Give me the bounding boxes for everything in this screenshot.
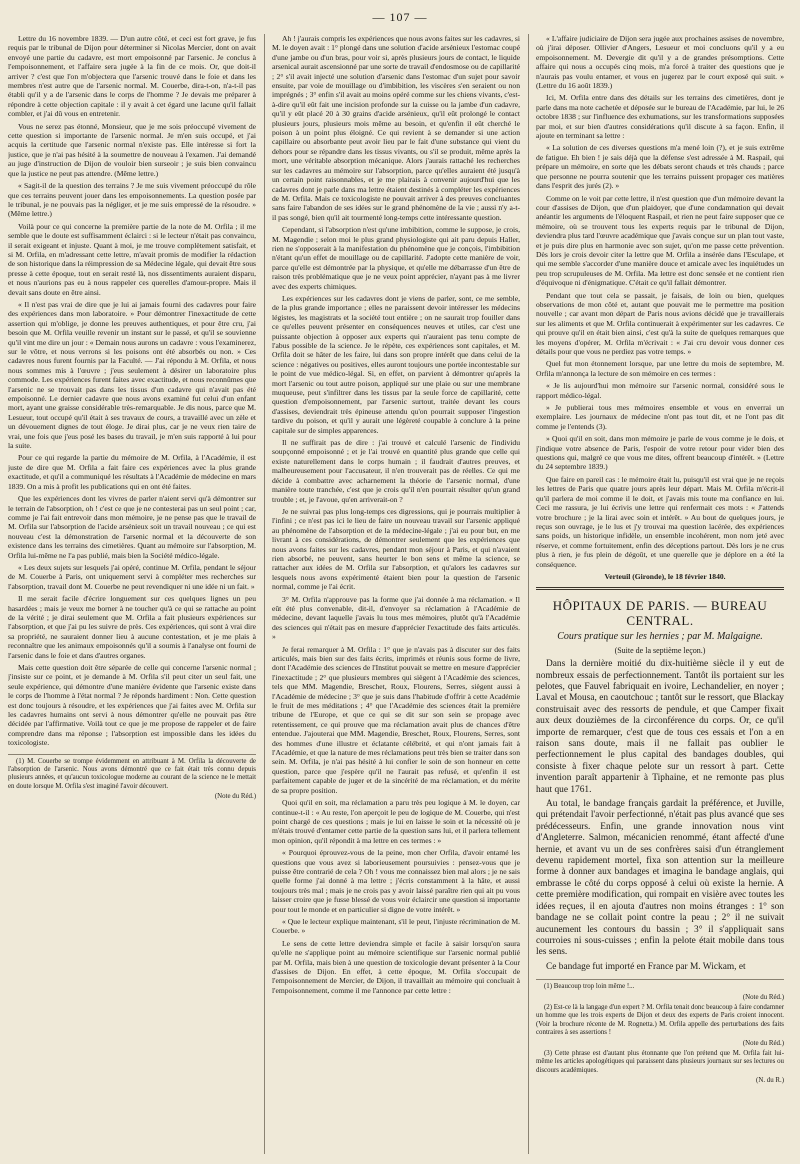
paragraph: » Quoi qu'il en soit, dans mon mémoire je parle de vous comme je le dois, et j'indique votre absence de Paris, l'espoir de votre retour pour vider bien des questions qui, malgré ce que vous me dites, offrent beaucoup d'intérêt. » (Lettre du 24 septembre 1839.) [536, 434, 784, 472]
paragraph: Vous ne serez pas étonné, Monsieur, que je me sois préoccupé vivement de cette question si importante de l'arsenic normal. Je m'en suis occupé, et j'ai acquis la certitude que l'arsenic normal n'existe pas. Elle intéresse si fort la justice, que je n'ai pas hésité à la soumettre de nouveau à l'examen. J'ai demandé au juge d'instruction de Dijon de vouloir bien surseoir ; je suis bien convaincu que la justice ne peut pas attendre. (Même lettre.) [8, 121, 256, 178]
footnote-sign: (Note du Réd.) [742, 993, 784, 1001]
paragraph: Comme on le voit par cette lettre, il n'est question que d'un mémoire devant la cour d'assises de Dijon, que d'un plaidoyer, que d'une condamnation qui devait anéantir les arguments de l'éloquent Raspail, et rien ne peut faire supposer que ce mémoire, où se trouvent tous les experts requis par le tribunal de Dijon, deviendra plus tard l'œuvre académique que j'avais conçue sur un plan tout vaste, et je puis dire plus en harmonie avec son sujet, qu'on me passe cette prévention. Dès lors je crois devoir citer la lettre que M. Orfila a insérée dans l'Esculape, et qui me semble s'accorder d'une manière douce et amicale avec les inquiétudes un peu trop scrupuleuses de M. Orfila. Ma lettre est donc sensée et ne contient rien d'équivoque ni d'énigmatique. C'était ce qu'il fallait démontrer. [536, 193, 784, 288]
paragraph: Dans la dernière moitié du dix-huitième siècle il y eut de nombreux essais de perfectionnement. Tantôt ils portaient sur les pelotes, que Fauvel fabriquait en ivoire, Lechandelier, en noyer ; Laval et Mousa, en caoutchouc ; tantôt sur le ressort, que Blackay construisait avec des ressorts de pendule, et que Camper fixait aux deux douzièmes de la circonférence du corps. Or, ce qu'il importe de remarquer, c'est que de tous ces essais et l'on a en raison sans doute, mais il ne fallait pas oublier le perfectionnement le plus capital des bandages doubles, qui consiste à fixer chaque pelote sur un ressort à part. Cette invention paraît appartenir à Tiphaine, et ne remonte pas plus haut que 1761. [536, 659, 784, 795]
paragraph: Je ferai remarquer à M. Orfila : 1° que je n'avais pas à discuter sur des faits articulés, mais bien sur des faits écrits, imprimés et réunis sous forme de livre, dont l'Académie des sciences de l'Institut pouvait se mettre en mesure d'apprécier l'inexactitude ; 2° que plusieurs membres qui siègent à l'Académie des sciences, tels que MM. Magendie, Breschet, Roux, Flourens, Serres, siègent aussi à l'Académie de médecine ; 3° que je suis dans l'habitude d'offrir à cette Académie le fruit de mes méditations ; 4° que l'Académie des sciences était la première tribune de l'Europe, et que ce qui se dit sur son sein se propage avec retentissement, ce qui prouve que ma réclamation avait plus de chances d'être entendue. J'ajouterai que MM. Magendie, Breschet, Roux, Flourens, Serres, sont des hommes d'une illustre et éclatante célébrité, et qui n'ont jamais fait à l'Académie, et que la nature de mes réclamations peut très bien se traiter dans son sein. M. Orfila, je n'ai pas hésité à lui confier le soin de son honneur en cette question, parce que j'espère qu'il ne l'aurait pas refusé, et qu'enfin il est parfaitement capable de juger et de la sincérité de ma réclamation, et du mérite de sa propre position. [272, 644, 520, 795]
paragraph: Pour ce qui regarde la partie du mémoire de M. Orfila, à l'Académie, il est juste de dire que M. Orfila a fait faire ces expériences avec la plus grande exactitude, et qu'il a communiqué les résultats à l'Académie de médecine en mars 1839. On a mis à profit les publications qui en ont été faites. [8, 453, 256, 491]
section-title: HÔPITAUX DE PARIS. — BUREAU CENTRAL. [552, 598, 768, 629]
paragraph: « L'affaire judiciaire de Dijon sera jugée aux prochaines assises de novembre, où j'irai déposer. Ollivier d'Angers, Lesueur et moi concluons qu'il y a eu empoisonnement. M. Devergie dit qu'il y a de grandes présomptions. Cette affaire qui nous a occupés cinq mois, m'a forcé à traiter des questions que je n'aurais pas voulu entamer, et vous en jugerez par le court exposé qui suit. » (Lettre du 16 août 1839.) [536, 34, 784, 91]
section-body [536, 659, 784, 973]
paragraph: Que les expériences dont les vivres de parler n'aient servi qu'à démontrer sur le terrain de l'absorption, oh ! c'est ce que je ne contesterai pas un seul point ; car, comme je l'ai fait entrevoir dans mon mémoire, je ne pense pas que le travail de M. Orfila sur l'absorption de l'acide arsénieux soit un travail nouveau ; ce qui est nouveau c'est la démonstration de l'arsenic normal et la découverte de son existence dans les terrains des cimetières. Quant au mémoire sur l'absorption, M. Orfila lui-même ne l'a pas publié, mais bien la Société médico-légale. [8, 494, 256, 560]
paragraph: Il ne suffirait pas de dire : j'ai trouvé et calculé l'arsenic de l'individu soupçonné empoisonné ; et je l'ai trouvé en quantité plus grande que celle qui existe naturellement dans le corps humain ; il faudrait d'autres preuves, et malheureusement pour l'accusateur, il n'en trouverait pas de réelles. Ce qui me décide à combattre avec acharnement la théorie de l'arsenic normal, d'une manière toute tranchée, c'est que je crois qu'il n'en pourrait résulter qu'un grand trouble ; et, je l'avoue, qu'en arriverait-on ? [272, 438, 520, 504]
paragraph: Cependant, si l'absorption n'est qu'une imbibition, comme le suppose, je crois, M. Magendie ; selon moi le plus grand physiologiste qui ait paru depuis Haller, rien ne s'opposerait à la manifestation du phénomène que je conçois, l'imbibition n'étant qu'un effet de mouillage ou de capillarité. J'adopte cette manière de voir, parce qu'elle est démontrée par la physique, et qu'elle me débarrasse d'un être de raison très problématique que je ne veux point apprécier, n'ayant pas à me livrer avec des experts chimiques. [272, 225, 520, 291]
footnote-text: (3) Cette phrase est d'autant plus étonnante que l'on prétend que M. Orfila fait lui-même les articles apologétiques qui paraissent dans plusieurs journaux sur ses lectures ou discours académiques. [536, 1049, 784, 1074]
section-divider [536, 587, 784, 590]
footnote-sign: (Note du Réd.) [214, 793, 256, 801]
paragraph: « Sagit-il de la question des terrains ? Je me suis vivement préoccupé du rôle que ces terrains peuvent jouer dans les empoisonnements. La question posée par le tribunal, je ne pouvais pas la négliger, et je me suis empressé de la résoudre. » (Même lettre.) [8, 181, 256, 219]
paragraph: Ici, M. Orfila entre dans des détails sur les terrains des cimetières, dont je parle dans ma note cachetée et déposée sur le bureau de l'Académie, par lui, le 26 octobre 1838 ; sur l'influence des exhumations, sur les transformations supposées par moi, et sur bien d'autres considérations qu'il discute à sa façon. Enfin, il ajoute en terminant sa lettre : [536, 93, 784, 141]
section-note: (Suite de la septième leçon.) [614, 645, 706, 655]
column-right [536, 34, 784, 1154]
signature-line: Verteuil (Gironde), le 18 février 1840. [604, 571, 726, 581]
paragraph: Je ne suivrai pas plus long-temps ces digressions, qui je pourrais multiplier à l'infini ; ce n'est pas ici le lieu de faire un nouveau travail sur l'arsenic appliqué au phénomène de l'absorption et de la médecine-légale ; j'ai eu pour but, en me livrant à ces considérations, de démontrer seulement que les expériences que nous avons faites sur les cadavres, pendant mon séjour à Paris, et qui n'avaient rien absorbé, ne peuvent, sans heurter le bon sens et même la science, se rattacher aux idées de M. Orfila sur l'absorption, et qu'alors les cadavres sur lesquels nous avons expérimenté étaient bien pour la question de l'arsenic normal, comme je l'ai écrit. [272, 506, 520, 592]
footnote-text: (2) Est-ce là la langage d'un expert ? M. Orfila tenait donc beaucoup à faire condamner un homme que les trois experts de Dijon et deux des experts de Paris croient innocent. (Voir la brochure récente de M. Rognetta.) M. Orfila appelle des perturbations des faits contraires à ses assertions ! [536, 1003, 784, 1037]
paragraph: « Les deux sujets sur lesquels j'ai opéré, continue M. Orfila, pendant le séjour de M. Couerbe à Paris, ont uniquement servi à compléter mes recherches sur l'absorption, travail dont M. Couerbe ne peut revendiquer ni une idée ni un fait. » [8, 562, 256, 591]
paragraph: Ce bandage fut importé en France par M. Wickam, et [546, 961, 746, 972]
paragraph: Les expériences sur les cadavres dont je viens de parler, sont, ce me semble, de la plus grande importance ; elles ne paraissent devoir intéresser les médecins légistes, les magistrats et la société tout entière ; on ne saurait trop fouiller dans ce qu'elles peuvent présenter en conséquences neuves et utiles, car c'est une puissante objection à opposer aux experts qui n'auraient pas tenu compte de l'abus possible de la science. Je le répète, ces expériences sont capitales, et M. Orfila doit se hâter de les faire, lui dans son propre intérêt que dans celui de la science : négatives ou positives, elles auront toujours une portée incontestable sur le point de vue médico-légal. Si, en effet, on parvient à démontrer qu'après la mort l'arsenic ou tout autre poison, appliqué sur une plaie ou sur une membrane muqueuse, peut s'infiltrer dans les tissus par la seule force de capillarité, cette question d'empoisonnement, par l'arsenic surtout, traitée devant les cours d'assises, deviendrait très épineuse attendu qu'on pourrait supposer l'ingestion tardive du poison, et qu'il y aurait une légèreté coupable à conclure à la peine capitale sur de simples apparences. [272, 293, 520, 435]
paragraph: Au total, le bandage français gardait la préférence, et Juville, qui prétendait l'avoir perfectionné, n'était pas plus avancé que ses prédécesseurs. Enfin, une grande innovation nous vint d'Angleterre. Salmon, mécanicien renommé, étant affecté d'une hernie, et avant vu un de ses confrères saisi d'un étranglement devenu rapidement mortel, fixa son attention sur la meilleure forme à donner aux bandages et imagina le bandage anglais, qui embrasse le côté du corps opposé à celui où existe la hernie. A cette première modification, qui rompait en visière avec toutes les idées reçues, il en ajouta d'autres non moins étranges : 1° son bandage ne se collait point contre la peau ; 2° il ne suivait aucunement les contours du bassin ; 3° il s'appliquait sans courroies ni sous-cuisses ; enfin la pelote était mobile dans tous les sens. [536, 799, 784, 958]
paragraph: » Je publierai tous mes mémoires ensemble et vous en enverrai un exemplaire. Les journaux de médecine n'ont pas tout dit, et ne l'ont pas dit comme je l'entends (3). [536, 403, 784, 431]
paragraph: Quel fut mon étonnement lorsque, par une lettre du mois de septembre, M. Orfila m'annonça la lecture de son mémoire en ces termes : [536, 359, 784, 378]
paragraph: Voilà pour ce qui concerne la première partie de la note de M. Orfila ; il me semble que le doute est suffisamment éclairci : si le lecteur n'était pas convaincu, il serait exigeant et injuste. Quant à moi, je me trouve complètement satisfait, et si M. Orfila, en m'adressant cette lettre, m'avait promis de modifier la rédaction de son historique dans la réimpression de sa Médecine légale, qui devait être sous presse à cette époque, tout en serait resté là, nos dissentiments auraient disparu, et nous n'aurions pas eu à nous rappeler ces querelles d'amour-propre. Mais il devait sans doute en être ainsi. [8, 221, 256, 297]
footnote-sign: (N. du R.) [756, 1077, 784, 1085]
footnote [8, 754, 256, 802]
column-divider [264, 34, 265, 1154]
column-left [8, 34, 256, 1154]
section-subtitle: Cours pratique sur les hernies ; par M. Malgaigne. [557, 631, 763, 643]
paragraph: Pendant que tout cela se passait, je faisais, de loin ou bien, quelques observations de mon côté et, autant que pouvait me le permettre ma position nouvelle ; car avant mon départ de Paris nous avions décidé que je travaillerais sur les aliments et que M. Orfila continuerait à expérimenter sur les cadavres. Ce qui prouve qu'il en était bien ainsi, c'est qu'à la suite de quelques remarques que les moyens d'opérer, M. Orfila m'écrivait : « J'ai cru devoir vous donner ces détails pour que vous ne perdiez pas votre temps. » [536, 290, 784, 356]
page-number: — 107 — [372, 10, 428, 24]
paragraph: Il me serait facile d'écrire longuement sur ces quelques lignes un peu hasardées ; mais je veux me borner à ne toucher qu'à ce qui se rattache au point de la vérité ; je dirai seulement que M. Orfila a fait plusieurs expériences sur l'absorption, et que j'ai pu les suivre de près. Ces expériences, qui sont à vrai dire sa propriété, ne sauraient donner lieu à aucune contestation, et je me plais à reconnaître que les animaux empoisonnés qu'il a soumis à l'analyse ont fourni de l'arsenic dans le foie et dans d'autres organes. [8, 594, 256, 660]
footnote-sign: (Note du Réd.) [742, 1039, 784, 1047]
footnote-text: (1) Beaucoup trop loin même !... [544, 983, 635, 991]
column-divider [528, 34, 529, 1154]
paragraph: « Il n'est pas vrai de dire que je lui ai jamais fourni des cadavres pour faire des expériences dans mon laboratoire. » Pour démontrer l'inexactitude de cette assertion qui m'oblige, je donne les preuves authentiques, et pour être cru, j'ai besoin que M. Orfila veuille revenir un instant sur le passé, et qu'il se souvienne qu'il vint me dire un jour : « Demain nous aurons un cadavre : vous l'examinerez, sur le vôtre, et nous verrons si les poisons ont été absorbés ou non. » Ces cadavres nous furent fournis par la Faculté. — J'ai répondu à M. Orfila, et nous nous sommes mis à l'œuvre ; j'eus seulement à désirer un laboratoire plus commode. Les expériences furent faites avec exactitude, et nous reconnûmes que l'arsenic ne se trouvait pas dans les tissus d'un cadavre qui n'avait pas été empoisonné. Le dernier cadavre que nous avons examiné fut celui d'un enfant mort, ayant une graisse considérable très-remarquable. Je dis nous, parce que M. Lesueur, tout occupé qu'il était à ses travaux de cours, a travaillé avec un zèle et un dévouement dignes de tout éloge. Je dirai plus, car je ne veux rien taire de vrai, une fois que j'eus posé les bases du travail, je m'en suis rapporté à lui pour la suite. [8, 299, 256, 451]
paragraph: 3° M. Orfila n'approuve pas la forme que j'ai donnée à ma réclamation. « Il eût été plus convenable, dit-il, d'envoyer sa réclamation à l'Académie de médecine, devant laquelle j'avais lu tous mes mémoires, plutôt qu'à l'Académie des sciences qui n'était pas en mesure d'apprécier l'exactitude des faits articulés. » [272, 594, 520, 642]
paragraph: « Je lis aujourd'hui mon mémoire sur l'arsenic normal, considéré sous le rapport médico-légal. [536, 381, 784, 400]
paragraph: « Pourquoi éprouvez-vous de la peine, mon cher Orfila, d'avoir entamé les questions que vous avez si laborieusement poursuivies : pensez-vous que je puisse être contrarié de cela ? Oh ! vous me connaissez bien mal alors ; je ne sais quelle forme j'ai donné à ma lettre ; j'écris constamment à la hâte, et aussi toujours très mal ; mais je ne crois pas y avoir laissé paraître rien qui ait pu vous laisser croire que je fusse blessé de vous voir éclaircir une question si importante pour tout le monde et en particulier si digne de votre intérêt. » [272, 848, 520, 914]
paragraph: Le sens de cette lettre deviendra simple et facile à saisir lorsqu'on saura qu'elle ne s'applique point au mémoire scientifique sur l'arsenic normal publié par M. Orfila, mais bien à une question de toxicologie devant présenter à la Cour d'assises de Dijon. En effet, à cette époque, M. Orfila s'occupait de l'empoisonnement de Mercier, de Dijon, il travaillait au mémoire qui concluait à l'empoisonnement, comme il me l'annonce par cette lettre : [272, 938, 520, 995]
paragraph: Lettre du 16 novembre 1839. — D'un autre côté, et ceci est fort grave, je fus requis par le tribunal de Dijon pour déterminer si Nicolas Mercier, dont on avait envoyé une partie du cadavre, est mort empoisonné par l'arsenic. Je conclus à l'empoisonnement, et l'affaire sera jugée à la fin de ce mois. Or, que doit-il arriver ? c'est que l'on m'objectera que l'arsenic trouvé dans le foie et dans les membres n'est autre que de l'arsenic normal. M. Couerbe, dira-t-on, n'a-t-il pas établi qu'il y a de l'arsenic dans le corps de l'homme ? Je devais me préparer à répondre à cette objection capitale : il y avait à cet égard une lacune qu'il fallait combler, et j'ai dû vous en entretenir. [8, 34, 256, 119]
column-middle [272, 34, 520, 1154]
footnote-text: (1) M. Couerbe se trompe évidemment en attribuant à M. Orfila la découverte de l'absorption de l'arsenic. Nous avons démontré que ce fait était très connu depuis plusieurs années, et qu'aucun toxicologue moderne au courant de la science ne le mettait en doute lorsque M. Orfila s'est imaginé l'avoir découvert. [8, 757, 256, 790]
paragraph: Ah ! j'aurais compris les expériences que nous avons faites sur les cadavres, si M. le doyen avait : 1° plongé dans une solution d'acide arsénieux l'estomac coupé d'une jambe ou d'un bras, pour voir si, après plusieurs jours de contact, le liquide arsenical aurait ascensionné par une sorte de travail d'endosmose ou de capillarité ; 2° s'il avait injecté une solution d'arsenic dans l'estomac d'un sujet pour savoir ensuite, par voie de mouillage ou d'imbibition, les viscères s'en seraient ou non imprégnés ; 3° enfin s'il avait au moins opéré comme sur les chiens vivants, c'est-à-dire qu'il eût fait une incision profonde sur la cuisse ou la jambe d'un cadavre, qu'il y eût placé 20 à 30 grains d'acide arsénieux, qu'il eût prolongé le contact plusieurs jours, plusieurs mois même au besoin, et qu'enfin il eût cherché le poison à un point plus éloigné. Ce qui revient à se demander si une action capillaire ou absorbante peut avoir lieu par le fait d'une substance qui vient du dehors pour se répandre dans les tissus vivants, ou s'il se produit, même après la mort, une véritable absorption mécanique. Alors j'aurais rattaché les recherches sur les cadavres au mémoire sur l'absorption, parce qu'elles auraient été jusqu'à un certain point raisonnables, et je me plairais à convenir aujourd'hui que les cadavres dont je parle dans ma lettre étaient destinés à compléter les expériences de M. Orfila. Mais ce toxicologiste ne pouvait arriver à des preuves concluantes sans faire l'abandon de ses idées sur le grand phénomène de la vie ; aussi n'y a-t-il pas songé, bien qu'il ait tourmenté long-temps cette intéressante question. [272, 34, 520, 222]
paragraph: « Que le lecteur explique maintenant, s'il le peut, l'injuste récrimination de M. Couerbe. » [272, 916, 520, 936]
paragraph: « La solution de ces diverses questions m'a mené loin (?), et je suis extrême de fatigue. Eh bien ! je sais déjà que la défense s'est adressée à M. Raspail, qui prépare un mémoire, en sorte que les débats seront chauds et très chauds ; parce que personne ne pourra soutenir que les terrains puissent propager ces matières dans l'esprit des jurés (2). » [536, 143, 784, 191]
footnotes [536, 979, 784, 1085]
paragraph: Que faire en pareil cas : le mémoire était lu, puisqu'il est vrai que je ne reçois les lettres de Paris que quatre jours après leur départ. Mais M. Orfila m'écrit-il qu'il parlera de moi comme il le doit, et j'avais mis toute ma confiance en lui. Ceci me rassura, je lui écrivis une lettre qui renfermait ces mots : « J'attends votre brochure ; je la lirai avec soin et intérêt. » Au bout de quelques jours, je reçus son ouvrage, je le lus et j'y trouvai ma question lacérée, des expériences sans poids, un historique infidèle, un ensemble incohérent, mon nom jeté avec réserve, et comme fortuitement, enfin des déceptions partout. Dès lors je ne crus plus à rien, je fus plein de dégoût, et une querelle que je déplore en a été la conséquence. [536, 474, 784, 569]
paragraph: Quoi qu'il en soit, ma réclamation a paru très peu logique à M. le doyen, car continue-t-il : « Au reste, l'on aperçoit le peu de logique de M. Couerbe, qui n'est point chargé de ces questions ; mais je lui en laisse le soin et la nécessité où je m'étais trouvé d'entamer cette partie de la question sans lui, et il parlera tellement mon opinion, qu'il répondit à ma lettre en ces termes : » [272, 798, 520, 845]
paragraph: Mais cette question doit être séparée de celle qui concerne l'arsenic normal ; j'insiste sur ce point, et je demande à M. Orfila s'il peut citer un seul fait, une seule expérience, qui démontre d'une manière évidente que l'arsenic existe dans le corps de l'homme à l'état normal ? Je réponds hardiment : Non. Cette question est donc toujours à résoudre, et les expériences que j'ai faites avec M. Orfila sur les cadavres humains ont servi à nous démontrer qu'elle ne pouvait pas être décidée par l'affirmative. Voilà tout ce que je me propose de rappeler et de faire comprendre dans ma réponse ; l'absorption est impossible dans les idées du toxicologiste. [8, 663, 256, 748]
